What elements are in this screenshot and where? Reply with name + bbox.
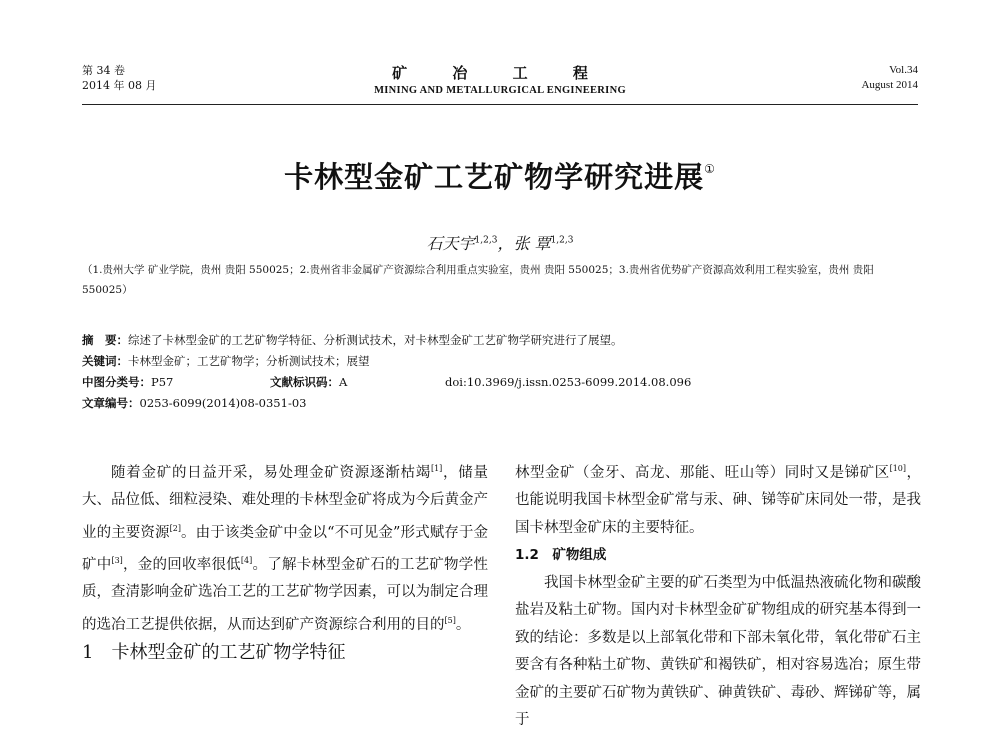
abstract-label: 摘 要： [82, 333, 128, 347]
abstract [82, 330, 922, 350]
citation-10[interactable]: [10] [889, 464, 907, 473]
citation-1[interactable]: [1] [430, 464, 443, 473]
journal-header [0, 62, 1000, 96]
clc-value: P57 [151, 375, 174, 389]
header-divider [82, 104, 918, 105]
volume-en: Vol.34 [889, 64, 918, 76]
doccode-label: 文献标识码： [270, 375, 339, 389]
author-1-affil: 1,2,3 [474, 235, 498, 246]
clc-label: 中图分类号： [82, 375, 151, 389]
continued-paragraph: 林型金矿（金牙、高龙、那能、旺山等）同时又是锑矿区[10]，也能说明我国卡林型金矿常与汞、砷、锑等矿床同处一带，是我国卡林型金矿床的主要特征。 [515, 464, 921, 536]
date-en: August 2014 [861, 79, 918, 91]
document-code [270, 372, 347, 392]
citation-5[interactable]: [5] [444, 615, 456, 625]
articleno-value: 0253-6099(2014)08-0351-03 [139, 396, 307, 410]
keywords-text: 卡林型金矿；工艺矿物学；分析测试技术；展望 [128, 354, 370, 368]
journal-title-cn: 矿 冶 工 程 [392, 64, 608, 82]
citation-3[interactable]: [3] [111, 556, 123, 566]
right-column [515, 455, 921, 735]
affiliations: （1.贵州大学 矿业学院，贵州 贵阳 550025；2.贵州省非金属矿产资源综合利用重点实验室，贵州 贵阳 550025；3.贵州省优势矿产资源高效利用工程实验室，贵州 贵阳 550025） [82, 264, 874, 296]
doccode-value: A [339, 375, 348, 389]
author-2: 张 覃 [513, 234, 551, 253]
header-right [861, 63, 918, 93]
citation-4[interactable]: [4] [240, 556, 253, 566]
left-column [82, 455, 488, 667]
date-cn: 2014 年 08 月 [82, 79, 157, 92]
keywords [82, 351, 922, 371]
keywords-label: 关键词： [82, 354, 128, 368]
articleno-label: 文章编号： [82, 396, 140, 410]
doi: doi:10.3969/j.issn.0253-6099.2014.08.096 [445, 375, 692, 389]
journal-title-en: MINING AND METALLURGICAL ENGINEERING [374, 85, 626, 96]
title-footnote-mark: ① [704, 162, 716, 176]
volume-cn: 第 34 卷 [82, 64, 125, 77]
author-line [0, 231, 1000, 254]
section-1-2-heading: 1.2 矿物组成 [515, 547, 607, 564]
title-text: 卡林型金矿工艺矿物学研究进展 [284, 160, 705, 194]
mineral-composition-paragraph: 我国卡林型金矿主要的矿石类型为中低温热液硫化物和碳酸盐岩及粘土矿物。国内对卡林型金矿矿物组成的研究基本得到一致的结论：多数是以上部氧化带和下部未氧化带，氧化带矿石主要含有各种粘土矿物、黄铁矿和褐铁矿，相对容易选冶；原生带金矿的主要矿石矿物为黄铁矿、砷黄铁矿、毒砂、辉锑矿等，属于 [515, 574, 921, 729]
author-2-affil: 1,2,3 [550, 235, 574, 246]
author-1: 石天宇 [426, 234, 475, 253]
article-title [0, 155, 1000, 196]
citation-2[interactable]: [2] [169, 523, 181, 533]
abstract-text: 综述了卡林型金矿的工艺矿物学特征、分析测试技术，对卡林型金矿工艺矿物学研究进行了展望。 [128, 333, 623, 347]
section-1-heading: 1 卡林型金矿的工艺矿物学特征 [82, 642, 346, 664]
author-separator: ， [497, 234, 514, 253]
intro-paragraph: 随着金矿的日益开采，易处理金矿资源逐渐枯竭[1]，储量大、品位低、细粒浸染、难处理的卡林型金矿将成为今后黄金产业的主要资源[2]。由于该类金矿中金以“不可见金”形式赋存于金矿中[3]，金的回收率很低[4]。了解卡林型金矿石的工艺矿物学性质，查清影响金矿选冶工艺的工艺矿物学因素，可以为制定合理的选冶工艺提供依据，从而达到矿产资源综合利用的目的[5]。 [82, 464, 489, 633]
article-number [82, 393, 922, 413]
